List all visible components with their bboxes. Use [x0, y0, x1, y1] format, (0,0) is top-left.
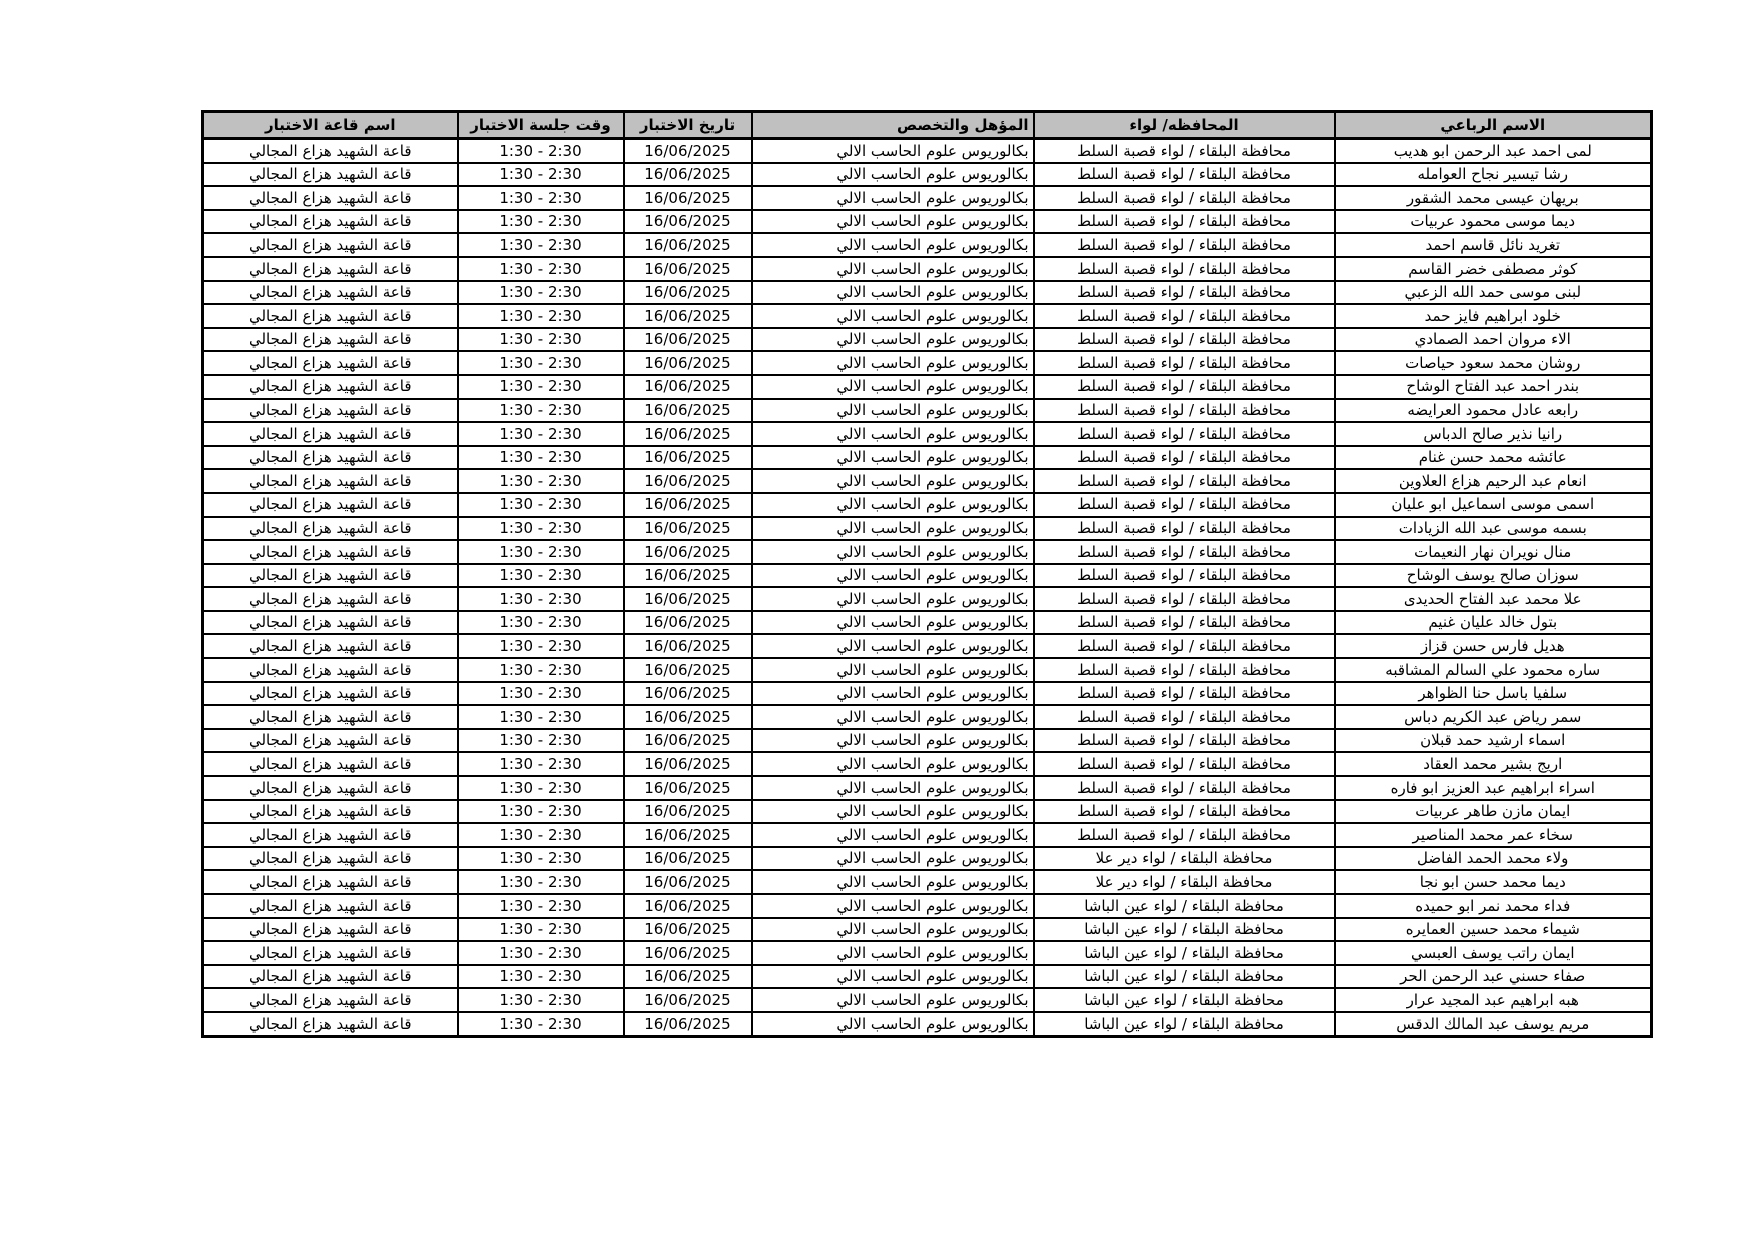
table-row — [203, 281, 1652, 305]
cell-hall: قاعة الشهيد هزاع المجالي — [203, 705, 458, 729]
table-row — [203, 257, 1652, 281]
cell-name: ايمان راتب يوسف العبسي — [1335, 941, 1652, 965]
cell-governorate: محافظة البلقاء / لواء قصبة السلط — [1034, 611, 1335, 635]
cell-date: 16/06/2025 — [624, 399, 752, 423]
cell-hall: قاعة الشهيد هزاع المجالي — [203, 800, 458, 824]
cell-name: سمر رياض عبد الكريم دباس — [1335, 705, 1652, 729]
table-row — [203, 163, 1652, 187]
cell-date: 16/06/2025 — [624, 1012, 752, 1036]
cell-hall: قاعة الشهيد هزاع المجالي — [203, 304, 458, 328]
cell-time: 1:30 - 2:30 — [458, 375, 624, 399]
cell-time: 1:30 - 2:30 — [458, 210, 624, 234]
table-row — [203, 587, 1652, 611]
cell-governorate: محافظة البلقاء / لواء قصبة السلط — [1034, 257, 1335, 281]
cell-time: 1:30 - 2:30 — [458, 776, 624, 800]
cell-qualification: بكالوريوس علوم الحاسب الالي — [752, 446, 1034, 470]
cell-hall: قاعة الشهيد هزاع المجالي — [203, 540, 458, 564]
cell-name: صفاء حسني عبد الرحمن الحر — [1335, 965, 1652, 989]
cell-date: 16/06/2025 — [624, 894, 752, 918]
table-row — [203, 422, 1652, 446]
cell-qualification: بكالوريوس علوم الحاسب الالي — [752, 634, 1034, 658]
cell-qualification: بكالوريوس علوم الحاسب الالي — [752, 611, 1034, 635]
cell-date: 16/06/2025 — [624, 658, 752, 682]
table-row — [203, 634, 1652, 658]
cell-qualification: بكالوريوس علوم الحاسب الالي — [752, 752, 1034, 776]
cell-date: 16/06/2025 — [624, 634, 752, 658]
cell-name: علا محمد عبد الفتاح الحديدى — [1335, 587, 1652, 611]
cell-time: 1:30 - 2:30 — [458, 493, 624, 517]
cell-qualification: بكالوريوس علوم الحاسب الالي — [752, 823, 1034, 847]
cell-date: 16/06/2025 — [624, 139, 752, 163]
cell-name: لمى احمد عبد الرحمن ابو هديب — [1335, 139, 1652, 163]
cell-governorate: محافظة البلقاء / لواء قصبة السلط — [1034, 634, 1335, 658]
cell-qualification: بكالوريوس علوم الحاسب الالي — [752, 422, 1034, 446]
cell-qualification: بكالوريوس علوم الحاسب الالي — [752, 918, 1034, 942]
table-row — [203, 988, 1652, 1012]
cell-date: 16/06/2025 — [624, 587, 752, 611]
cell-governorate: محافظة البلقاء / لواء عين الباشا — [1034, 988, 1335, 1012]
cell-qualification: بكالوريوس علوم الحاسب الالي — [752, 540, 1034, 564]
cell-name: ولاء محمد الحمد الفاضل — [1335, 847, 1652, 871]
cell-hall: قاعة الشهيد هزاع المجالي — [203, 1012, 458, 1036]
cell-governorate: محافظة البلقاء / لواء قصبة السلط — [1034, 752, 1335, 776]
cell-governorate: محافظة البلقاء / لواء قصبة السلط — [1034, 304, 1335, 328]
cell-qualification: بكالوريوس علوم الحاسب الالي — [752, 658, 1034, 682]
cell-hall: قاعة الشهيد هزاع المجالي — [203, 894, 458, 918]
cell-name: رانيا نذير صالح الدباس — [1335, 422, 1652, 446]
cell-date: 16/06/2025 — [624, 918, 752, 942]
cell-governorate: محافظة البلقاء / لواء قصبة السلط — [1034, 823, 1335, 847]
cell-qualification: بكالوريوس علوم الحاسب الالي — [752, 729, 1034, 753]
cell-qualification: بكالوريوس علوم الحاسب الالي — [752, 257, 1034, 281]
cell-hall: قاعة الشهيد هزاع المجالي — [203, 965, 458, 989]
cell-qualification: بكالوريوس علوم الحاسب الالي — [752, 705, 1034, 729]
cell-hall: قاعة الشهيد هزاع المجالي — [203, 823, 458, 847]
cell-time: 1:30 - 2:30 — [458, 281, 624, 305]
cell-hall: قاعة الشهيد هزاع المجالي — [203, 611, 458, 635]
cell-governorate: محافظة البلقاء / لواء قصبة السلط — [1034, 682, 1335, 706]
header-exam-session-time: وقت جلسة الاختبار — [458, 112, 624, 139]
cell-hall: قاعة الشهيد هزاع المجالي — [203, 233, 458, 257]
cell-date: 16/06/2025 — [624, 351, 752, 375]
cell-qualification: بكالوريوس علوم الحاسب الالي — [752, 281, 1034, 305]
cell-hall: قاعة الشهيد هزاع المجالي — [203, 163, 458, 187]
cell-qualification: بكالوريوس علوم الحاسب الالي — [752, 233, 1034, 257]
cell-qualification: بكالوريوس علوم الحاسب الالي — [752, 328, 1034, 352]
header-row — [203, 112, 1652, 139]
cell-governorate: محافظة البلقاء / لواء قصبة السلط — [1034, 469, 1335, 493]
table-row — [203, 823, 1652, 847]
table-row — [203, 540, 1652, 564]
cell-governorate: محافظة البلقاء / لواء عين الباشا — [1034, 941, 1335, 965]
cell-qualification: بكالوريوس علوم الحاسب الالي — [752, 988, 1034, 1012]
table-row — [203, 328, 1652, 352]
cell-date: 16/06/2025 — [624, 304, 752, 328]
cell-hall: قاعة الشهيد هزاع المجالي — [203, 446, 458, 470]
cell-name: اريج بشير محمد العقاد — [1335, 752, 1652, 776]
header-exam-hall-name: اسم قاعة الاختبار — [203, 112, 458, 139]
table-row — [203, 658, 1652, 682]
cell-name: الاء مروان احمد الصمادي — [1335, 328, 1652, 352]
cell-name: كوثر مصطفى خضر القاسم — [1335, 257, 1652, 281]
cell-qualification: بكالوريوس علوم الحاسب الالي — [752, 965, 1034, 989]
cell-name: اسماء ارشيد حمد قبلان — [1335, 729, 1652, 753]
cell-name: هديل فارس حسن قزاز — [1335, 634, 1652, 658]
cell-name: ساره محمود علي السالم المشاقبه — [1335, 658, 1652, 682]
cell-qualification: بكالوريوس علوم الحاسب الالي — [752, 870, 1034, 894]
cell-hall: قاعة الشهيد هزاع المجالي — [203, 328, 458, 352]
cell-hall: قاعة الشهيد هزاع المجالي — [203, 399, 458, 423]
cell-governorate: محافظة البلقاء / لواء قصبة السلط — [1034, 399, 1335, 423]
cell-qualification: بكالوريوس علوم الحاسب الالي — [752, 469, 1034, 493]
cell-qualification: بكالوريوس علوم الحاسب الالي — [752, 847, 1034, 871]
cell-time: 1:30 - 2:30 — [458, 233, 624, 257]
cell-name: شيماء محمد حسين العمايره — [1335, 918, 1652, 942]
cell-name: بريهان عيسى محمد الشقور — [1335, 186, 1652, 210]
cell-time: 1:30 - 2:30 — [458, 847, 624, 871]
cell-time: 1:30 - 2:30 — [458, 186, 624, 210]
cell-date: 16/06/2025 — [624, 800, 752, 824]
cell-qualification: بكالوريوس علوم الحاسب الالي — [752, 682, 1034, 706]
cell-date: 16/06/2025 — [624, 682, 752, 706]
cell-name: ديما موسى محمود عربيات — [1335, 210, 1652, 234]
cell-date: 16/06/2025 — [624, 564, 752, 588]
cell-governorate: محافظة البلقاء / لواء قصبة السلط — [1034, 210, 1335, 234]
cell-qualification: بكالوريوس علوم الحاسب الالي — [752, 210, 1034, 234]
cell-name: بتول خالد عليان غنيم — [1335, 611, 1652, 635]
cell-time: 1:30 - 2:30 — [458, 399, 624, 423]
cell-date: 16/06/2025 — [624, 540, 752, 564]
cell-date: 16/06/2025 — [624, 941, 752, 965]
cell-time: 1:30 - 2:30 — [458, 1012, 624, 1036]
cell-hall: قاعة الشهيد هزاع المجالي — [203, 634, 458, 658]
table-row — [203, 847, 1652, 871]
cell-time: 1:30 - 2:30 — [458, 870, 624, 894]
cell-time: 1:30 - 2:30 — [458, 328, 624, 352]
cell-name: اسمى موسى اسماعيل ابو عليان — [1335, 493, 1652, 517]
cell-time: 1:30 - 2:30 — [458, 139, 624, 163]
cell-time: 1:30 - 2:30 — [458, 611, 624, 635]
table-row — [203, 493, 1652, 517]
cell-time: 1:30 - 2:30 — [458, 988, 624, 1012]
cell-time: 1:30 - 2:30 — [458, 587, 624, 611]
cell-governorate: محافظة البلقاء / لواء قصبة السلط — [1034, 233, 1335, 257]
cell-name: خلود ابراهيم فايز حمد — [1335, 304, 1652, 328]
cell-qualification: بكالوريوس علوم الحاسب الالي — [752, 894, 1034, 918]
cell-governorate: محافظة البلقاء / لواء قصبة السلط — [1034, 564, 1335, 588]
cell-date: 16/06/2025 — [624, 257, 752, 281]
cell-qualification: بكالوريوس علوم الحاسب الالي — [752, 517, 1034, 541]
cell-name: روشان محمد سعود حياصات — [1335, 351, 1652, 375]
cell-hall: قاعة الشهيد هزاع المجالي — [203, 847, 458, 871]
table-row — [203, 941, 1652, 965]
cell-name: انعام عبد الرحيم هزاع العلاوين — [1335, 469, 1652, 493]
table-row — [203, 233, 1652, 257]
table-row — [203, 564, 1652, 588]
cell-hall: قاعة الشهيد هزاع المجالي — [203, 351, 458, 375]
cell-date: 16/06/2025 — [624, 729, 752, 753]
cell-hall: قاعة الشهيد هزاع المجالي — [203, 729, 458, 753]
cell-qualification: بكالوريوس علوم الحاسب الالي — [752, 186, 1034, 210]
cell-name: مريم يوسف عبد المالك الدقس — [1335, 1012, 1652, 1036]
cell-name: لبنى موسى حمد الله الزعبي — [1335, 281, 1652, 305]
cell-date: 16/06/2025 — [624, 823, 752, 847]
cell-governorate: محافظة البلقاء / لواء قصبة السلط — [1034, 540, 1335, 564]
cell-qualification: بكالوريوس علوم الحاسب الالي — [752, 587, 1034, 611]
cell-time: 1:30 - 2:30 — [458, 894, 624, 918]
cell-date: 16/06/2025 — [624, 233, 752, 257]
cell-qualification: بكالوريوس علوم الحاسب الالي — [752, 564, 1034, 588]
cell-qualification: بكالوريوس علوم الحاسب الالي — [752, 163, 1034, 187]
cell-time: 1:30 - 2:30 — [458, 257, 624, 281]
cell-qualification: بكالوريوس علوم الحاسب الالي — [752, 776, 1034, 800]
table-row — [203, 139, 1652, 163]
cell-hall: قاعة الشهيد هزاع المجالي — [203, 493, 458, 517]
table-row — [203, 918, 1652, 942]
cell-governorate: محافظة البلقاء / لواء قصبة السلط — [1034, 163, 1335, 187]
table-row — [203, 210, 1652, 234]
cell-governorate: محافظة البلقاء / لواء قصبة السلط — [1034, 658, 1335, 682]
cell-time: 1:30 - 2:30 — [458, 351, 624, 375]
header-full-name: الاسم الرباعي — [1335, 112, 1652, 139]
cell-time: 1:30 - 2:30 — [458, 682, 624, 706]
cell-governorate: محافظة البلقاء / لواء عين الباشا — [1034, 894, 1335, 918]
table-row — [203, 729, 1652, 753]
cell-time: 1:30 - 2:30 — [458, 705, 624, 729]
cell-time: 1:30 - 2:30 — [458, 540, 624, 564]
cell-date: 16/06/2025 — [624, 281, 752, 305]
cell-hall: قاعة الشهيد هزاع المجالي — [203, 375, 458, 399]
cell-time: 1:30 - 2:30 — [458, 658, 624, 682]
cell-hall: قاعة الشهيد هزاع المجالي — [203, 257, 458, 281]
cell-name: سخاء عمر محمد المناصير — [1335, 823, 1652, 847]
cell-governorate: محافظة البلقاء / لواء عين الباشا — [1034, 1012, 1335, 1036]
table-row — [203, 894, 1652, 918]
cell-governorate: محافظة البلقاء / لواء قصبة السلط — [1034, 705, 1335, 729]
cell-time: 1:30 - 2:30 — [458, 918, 624, 942]
cell-governorate: محافظة البلقاء / لواء عين الباشا — [1034, 918, 1335, 942]
cell-qualification: بكالوريوس علوم الحاسب الالي — [752, 1012, 1034, 1036]
cell-governorate: محافظة البلقاء / لواء دير علا — [1034, 870, 1335, 894]
cell-governorate: محافظة البلقاء / لواء قصبة السلط — [1034, 517, 1335, 541]
cell-governorate: محافظة البلقاء / لواء قصبة السلط — [1034, 493, 1335, 517]
cell-time: 1:30 - 2:30 — [458, 729, 624, 753]
cell-date: 16/06/2025 — [624, 375, 752, 399]
cell-date: 16/06/2025 — [624, 988, 752, 1012]
cell-governorate: محافظة البلقاء / لواء قصبة السلط — [1034, 281, 1335, 305]
cell-date: 16/06/2025 — [624, 870, 752, 894]
cell-date: 16/06/2025 — [624, 493, 752, 517]
cell-hall: قاعة الشهيد هزاع المجالي — [203, 776, 458, 800]
cell-date: 16/06/2025 — [624, 163, 752, 187]
cell-hall: قاعة الشهيد هزاع المجالي — [203, 870, 458, 894]
cell-governorate: محافظة البلقاء / لواء قصبة السلط — [1034, 587, 1335, 611]
cell-qualification: بكالوريوس علوم الحاسب الالي — [752, 941, 1034, 965]
cell-name: منال نويران نهار النعيمات — [1335, 540, 1652, 564]
cell-hall: قاعة الشهيد هزاع المجالي — [203, 139, 458, 163]
cell-qualification: بكالوريوس علوم الحاسب الالي — [752, 139, 1034, 163]
cell-name: عائشه محمد حسن غنام — [1335, 446, 1652, 470]
cell-date: 16/06/2025 — [624, 422, 752, 446]
cell-date: 16/06/2025 — [624, 186, 752, 210]
table-row — [203, 446, 1652, 470]
cell-governorate: محافظة البلقاء / لواء قصبة السلط — [1034, 446, 1335, 470]
table-body — [203, 139, 1652, 1037]
cell-hall: قاعة الشهيد هزاع المجالي — [203, 752, 458, 776]
table-row — [203, 705, 1652, 729]
table-row — [203, 965, 1652, 989]
cell-hall: قاعة الشهيد هزاع المجالي — [203, 517, 458, 541]
cell-name: رشا تيسير نجاح العوامله — [1335, 163, 1652, 187]
header-governorate-district: المحافظه/ لواء — [1034, 112, 1335, 139]
cell-date: 16/06/2025 — [624, 328, 752, 352]
cell-qualification: بكالوريوس علوم الحاسب الالي — [752, 493, 1034, 517]
cell-name: اسراء ابراهيم عبد العزيز ابو فاره — [1335, 776, 1652, 800]
cell-hall: قاعة الشهيد هزاع المجالي — [203, 918, 458, 942]
table-row — [203, 682, 1652, 706]
cell-qualification: بكالوريوس علوم الحاسب الالي — [752, 304, 1034, 328]
cell-governorate: محافظة البلقاء / لواء دير علا — [1034, 847, 1335, 871]
cell-date: 16/06/2025 — [624, 965, 752, 989]
table-row — [203, 1012, 1652, 1036]
header-qualification-specialization: المؤهل والتخصص — [752, 112, 1034, 139]
cell-time: 1:30 - 2:30 — [458, 752, 624, 776]
cell-name: رابعه عادل محمود العرايضه — [1335, 399, 1652, 423]
cell-time: 1:30 - 2:30 — [458, 800, 624, 824]
cell-name: تغريد نائل قاسم احمد — [1335, 233, 1652, 257]
cell-name: فداء محمد نمر ابو حميده — [1335, 894, 1652, 918]
cell-date: 16/06/2025 — [624, 752, 752, 776]
exam-schedule-table-container — [201, 110, 1653, 1038]
cell-hall: قاعة الشهيد هزاع المجالي — [203, 422, 458, 446]
cell-hall: قاعة الشهيد هزاع المجالي — [203, 186, 458, 210]
cell-hall: قاعة الشهيد هزاع المجالي — [203, 564, 458, 588]
cell-time: 1:30 - 2:30 — [458, 564, 624, 588]
cell-name: ديما محمد حسن ابو نجا — [1335, 870, 1652, 894]
cell-name: سلفيا باسل حنا الظواهر — [1335, 682, 1652, 706]
cell-time: 1:30 - 2:30 — [458, 823, 624, 847]
cell-date: 16/06/2025 — [624, 446, 752, 470]
cell-governorate: محافظة البلقاء / لواء قصبة السلط — [1034, 186, 1335, 210]
cell-qualification: بكالوريوس علوم الحاسب الالي — [752, 351, 1034, 375]
cell-date: 16/06/2025 — [624, 611, 752, 635]
table-row — [203, 186, 1652, 210]
table-row — [203, 517, 1652, 541]
cell-time: 1:30 - 2:30 — [458, 163, 624, 187]
table-row — [203, 399, 1652, 423]
cell-date: 16/06/2025 — [624, 469, 752, 493]
table-row — [203, 776, 1652, 800]
cell-governorate: محافظة البلقاء / لواء قصبة السلط — [1034, 800, 1335, 824]
table-row — [203, 304, 1652, 328]
cell-time: 1:30 - 2:30 — [458, 517, 624, 541]
cell-hall: قاعة الشهيد هزاع المجالي — [203, 941, 458, 965]
cell-governorate: محافظة البلقاء / لواء قصبة السلط — [1034, 729, 1335, 753]
cell-name: هبه ابراهيم عبد المجيد عرار — [1335, 988, 1652, 1012]
cell-time: 1:30 - 2:30 — [458, 469, 624, 493]
cell-time: 1:30 - 2:30 — [458, 634, 624, 658]
cell-governorate: محافظة البلقاء / لواء قصبة السلط — [1034, 328, 1335, 352]
cell-hall: قاعة الشهيد هزاع المجالي — [203, 658, 458, 682]
cell-governorate: محافظة البلقاء / لواء قصبة السلط — [1034, 422, 1335, 446]
table-row — [203, 870, 1652, 894]
cell-name: ايمان مازن طاهر عربيات — [1335, 800, 1652, 824]
cell-hall: قاعة الشهيد هزاع المجالي — [203, 988, 458, 1012]
cell-governorate: محافظة البلقاء / لواء قصبة السلط — [1034, 351, 1335, 375]
cell-date: 16/06/2025 — [624, 776, 752, 800]
cell-name: بسمه موسى عبد الله الزيادات — [1335, 517, 1652, 541]
table-row — [203, 800, 1652, 824]
cell-date: 16/06/2025 — [624, 705, 752, 729]
cell-qualification: بكالوريوس علوم الحاسب الالي — [752, 800, 1034, 824]
cell-governorate: محافظة البلقاء / لواء قصبة السلط — [1034, 776, 1335, 800]
cell-date: 16/06/2025 — [624, 517, 752, 541]
cell-name: بندر احمد عبد الفتاح الوشاح — [1335, 375, 1652, 399]
cell-hall: قاعة الشهيد هزاع المجالي — [203, 210, 458, 234]
table-row — [203, 752, 1652, 776]
cell-time: 1:30 - 2:30 — [458, 446, 624, 470]
table-row — [203, 375, 1652, 399]
cell-governorate: محافظة البلقاء / لواء قصبة السلط — [1034, 375, 1335, 399]
table-header — [203, 112, 1652, 139]
cell-hall: قاعة الشهيد هزاع المجالي — [203, 281, 458, 305]
cell-governorate: محافظة البلقاء / لواء عين الباشا — [1034, 965, 1335, 989]
cell-hall: قاعة الشهيد هزاع المجالي — [203, 682, 458, 706]
table-row — [203, 611, 1652, 635]
cell-hall: قاعة الشهيد هزاع المجالي — [203, 469, 458, 493]
table-row — [203, 351, 1652, 375]
header-exam-date: تاريخ الاختبار — [624, 112, 752, 139]
cell-qualification: بكالوريوس علوم الحاسب الالي — [752, 375, 1034, 399]
cell-date: 16/06/2025 — [624, 847, 752, 871]
cell-hall: قاعة الشهيد هزاع المجالي — [203, 587, 458, 611]
cell-time: 1:30 - 2:30 — [458, 304, 624, 328]
cell-time: 1:30 - 2:30 — [458, 941, 624, 965]
table-row — [203, 469, 1652, 493]
cell-qualification: بكالوريوس علوم الحاسب الالي — [752, 399, 1034, 423]
cell-name: سوزان صالح يوسف الوشاح — [1335, 564, 1652, 588]
cell-date: 16/06/2025 — [624, 210, 752, 234]
cell-time: 1:30 - 2:30 — [458, 422, 624, 446]
cell-time: 1:30 - 2:30 — [458, 965, 624, 989]
cell-governorate: محافظة البلقاء / لواء قصبة السلط — [1034, 139, 1335, 163]
exam-schedule-table — [201, 110, 1653, 1038]
